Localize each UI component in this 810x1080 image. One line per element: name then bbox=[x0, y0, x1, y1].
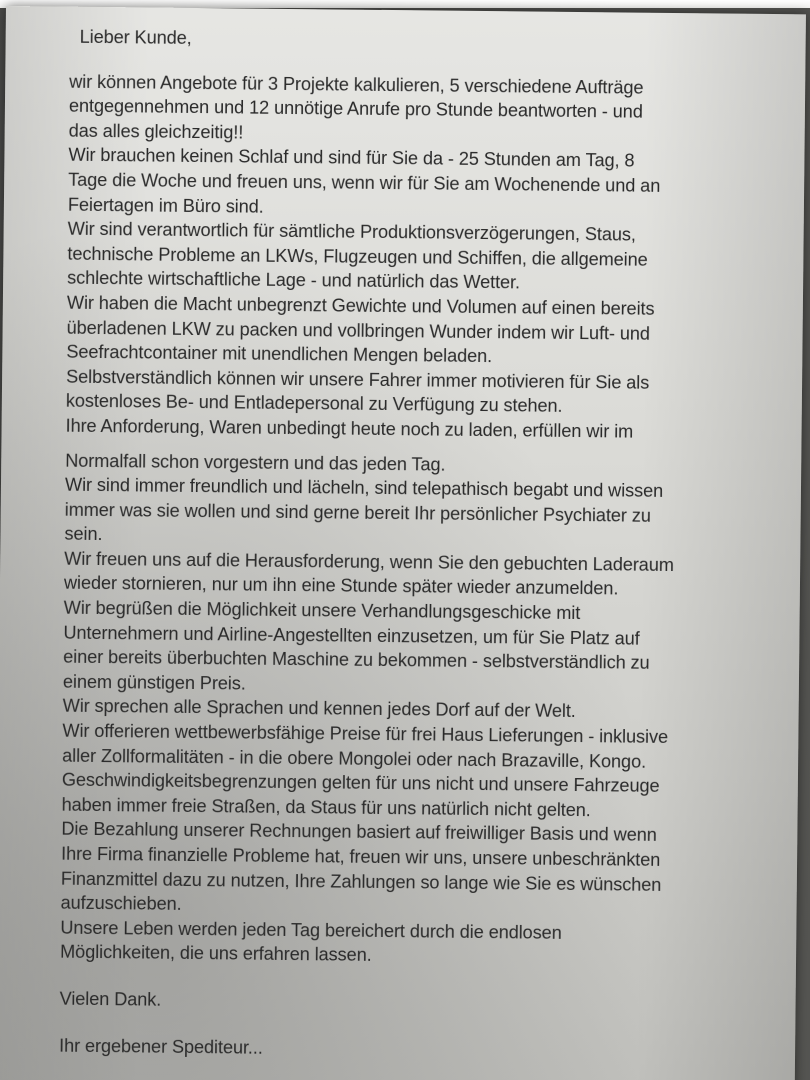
letter-line: Unternehmern und Airline-Angestellten einzusetzen, um für Sie Platz auf bbox=[63, 622, 640, 649]
letter-line: Unsere Leben werden jeden Tag bereichert durch die endlosen bbox=[60, 917, 562, 943]
letter-line: Wir offerieren wettbewerbsfähige Preise für frei Haus Lieferungen - inklusive bbox=[62, 720, 669, 748]
letter-body bbox=[60, 69, 789, 972]
letter-line: entgegennehmen und 12 unnötige Anrufe pro Stunde beantworten - und bbox=[68, 95, 643, 122]
letter-line: sein. bbox=[64, 523, 103, 545]
letter-line: Wir begrüßen die Möglichkeit unsere Verhandlungsgeschicke mit bbox=[63, 597, 581, 624]
letter-line: Wir sprechen alle Sprachen und kennen jedes Dorf auf der Welt. bbox=[62, 696, 576, 722]
letter-line: aller Zollformalitäten - in die obere Mongolei oder nach Brazaville, Kongo. bbox=[62, 745, 647, 772]
letter-text bbox=[59, 25, 790, 1066]
letter-line: einem günstigen Preis. bbox=[62, 671, 246, 694]
letter-line: haben immer freie Straßen, da Staus für uns natürlich nicht gelten. bbox=[61, 794, 591, 820]
letter-line: kostenloses Be- und Entladepersonal zu Verfügung zu stehen. bbox=[65, 390, 563, 417]
letter-line: Ihre Anforderung, Waren unbedingt heute noch zu laden, erfüllen wir im bbox=[65, 415, 634, 442]
letter-line: das alles gleichzeitig!! bbox=[68, 120, 244, 143]
letter-line: Wir sind immer freundlich und lächeln, sind telepathisch begabt und wissen bbox=[64, 474, 664, 502]
letter-sheet bbox=[0, 6, 806, 1080]
letter-line: Wir freuen uns auf die Herausforderung, wenn Sie den gebuchten Laderaum bbox=[64, 548, 674, 575]
letter-salutation: Lieber Kunde, bbox=[79, 26, 192, 48]
letter-line: Wir sind verantwortlich für sämtliche Produktionsverzögerungen, Staus, bbox=[67, 218, 636, 245]
letter-line: technische Probleme an LKWs, Flugzeugen und Schiffen, die allgemeine bbox=[67, 243, 648, 270]
letter-line: Tage die Woche und freuen uns, wenn wir für Sie am Wochenende und an bbox=[68, 169, 661, 196]
letter-line: Wir brauchen keinen Schlaf und sind für Sie da - 25 Stunden am Tag, 8 bbox=[68, 145, 635, 171]
letter-line: überladenen LKW zu packen und vollbringen Wunder indem wir Luft- und bbox=[66, 317, 651, 344]
letter-line: wir können Angebote für 3 Projekte kalkulieren, 5 verschiedene Aufträge bbox=[69, 71, 644, 98]
letter-line: Möglichkeiten, die uns erfahren lassen. bbox=[59, 941, 372, 966]
letter-line: aufzuschieben. bbox=[60, 892, 182, 915]
letter-closing: Vielen Dank. bbox=[59, 988, 162, 1010]
letter-line: Die Bezahlung unserer Rechnungen basiert auf freiwilliger Basis und wenn bbox=[61, 819, 657, 846]
letter-line: Normalfall schon vorgestern und das jeden Tag. bbox=[65, 450, 446, 475]
letter-line: schlechte wirtschaftliche Lage - und natürlich das Wetter. bbox=[67, 267, 521, 293]
letter-line: Feiertagen im Büro sind. bbox=[67, 194, 264, 217]
letter-line: Seefrachtcontainer mit unendlichen Mengen beladen. bbox=[66, 341, 493, 367]
letter-line: Selbstverständlich können wir unsere Fahrer immer motivieren für Sie als bbox=[66, 366, 650, 393]
letter-line: Finanzmittel dazu zu nutzen, Ihre Zahlungen so lange wie Sie es wünschen bbox=[60, 868, 662, 895]
letter-line: wieder stornieren, nur um ihn eine Stunde später wieder anzumelden. bbox=[63, 573, 619, 599]
letter-line: immer was sie wollen und sind gerne bereit Ihr persönlicher Psychiater zu bbox=[64, 499, 651, 526]
letter-line: Ihre Firma finanzielle Probleme hat, freuen wir uns, unsere unbeschränkten bbox=[61, 843, 661, 870]
letter-line: einer bereits überbuchten Maschine zu bekommen - selbstverständlich zu bbox=[63, 646, 650, 674]
letter-signature: Ihr ergebener Spediteur... bbox=[59, 1035, 263, 1058]
letter-line: Wir haben die Macht unbegrenzt Gewichte und Volumen auf einen bereits bbox=[66, 292, 655, 319]
letter-line: Geschwindigkeitsbegrenzungen gelten für uns nicht und unsere Fahrzeuge bbox=[61, 769, 660, 797]
